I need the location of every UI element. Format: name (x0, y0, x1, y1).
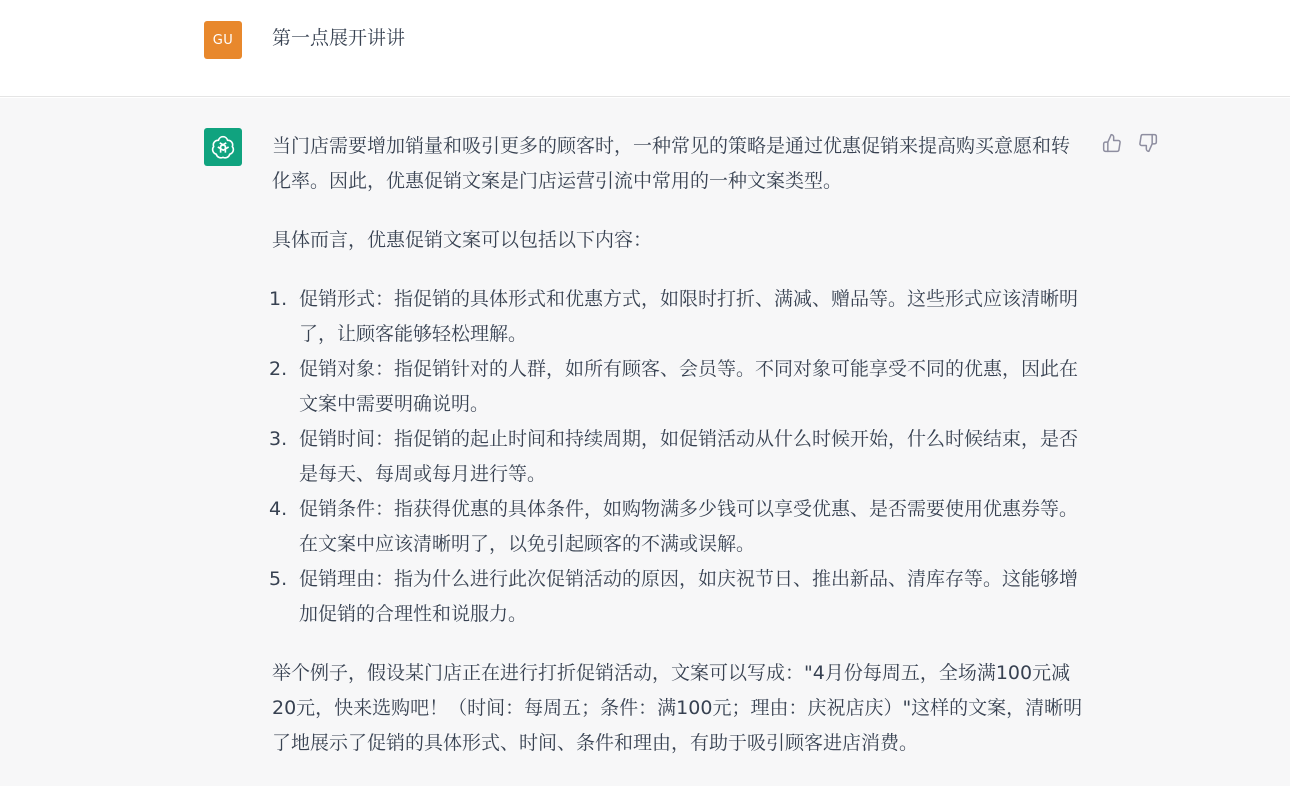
list-item (269, 562, 1087, 632)
user-message-row (0, 0, 1290, 97)
thumbs-up-icon (1102, 133, 1122, 153)
lead-paragraph: 具体而言，优惠促销文案可以包括以下内容： (272, 229, 653, 251)
list-item-number: 2. (269, 358, 288, 380)
assistant-message-content (269, 129, 1087, 785)
list-item-number: 3. (269, 428, 288, 450)
list-item-text: 促销理由：指为什么进行此次促销活动的原因，如庆祝节日、推出新品、清库存等。这能够增加促销的合理性和说服力。 (299, 568, 1079, 625)
openai-logo-icon (210, 134, 236, 160)
list-item (269, 352, 1087, 422)
list-item-text: 促销形式：指促销的具体形式和优惠方式，如限时打折、满减、赠品等。这些形式应该清晰明了，让顾客能够轻松理解。 (299, 288, 1079, 345)
list-item-number: 1. (269, 288, 288, 310)
user-avatar: GU (204, 21, 242, 59)
thumbs-down-icon (1138, 133, 1158, 153)
assistant-message-row (0, 98, 1290, 786)
list-item (269, 282, 1087, 352)
list-item-number: 5. (269, 568, 288, 590)
feedback-buttons (1101, 132, 1159, 154)
promotion-content-list (269, 282, 1087, 632)
list-item (269, 422, 1087, 492)
list-item (269, 492, 1087, 562)
user-message-text: 第一点展开讲讲 (272, 27, 406, 49)
thumbs-up-button[interactable] (1101, 132, 1123, 154)
thumbs-down-button[interactable] (1137, 132, 1159, 154)
intro-paragraph: 当门店需要增加销量和吸引更多的顾客时，一种常见的策略是通过优惠促销来提高购买意愿和转化率。因此，优惠促销文案是门店运营引流中常用的一种文案类型。 (272, 135, 1071, 192)
list-item-number: 4. (269, 498, 288, 520)
list-item-text: 促销时间：指促销的起止时间和持续周期，如促销活动从什么时候开始，什么时候结束，是否是每天、每周或每月进行等。 (299, 428, 1079, 485)
assistant-avatar (204, 128, 242, 166)
example-paragraph: 举个例子，假设某门店正在进行打折促销活动，文案可以写成："4月份每周五，全场满100元减20元，快来选购吧！（时间：每周五；条件：满100元；理由：庆祝店庆）"这样的文案，清晰明了地展示了促销的具体形式、时间、条件和理由，有助于吸引顾客进店消费。 (272, 662, 1083, 754)
list-item-text: 促销对象：指促销针对的人群，如所有顾客、会员等。不同对象可能享受不同的优惠，因此在文案中需要明确说明。 (299, 358, 1079, 415)
list-item-text: 促销条件：指获得优惠的具体条件，如购物满多少钱可以享受优惠、是否需要使用优惠券等。在文案中应该清晰明了，以免引起顾客的不满或误解。 (299, 498, 1079, 555)
